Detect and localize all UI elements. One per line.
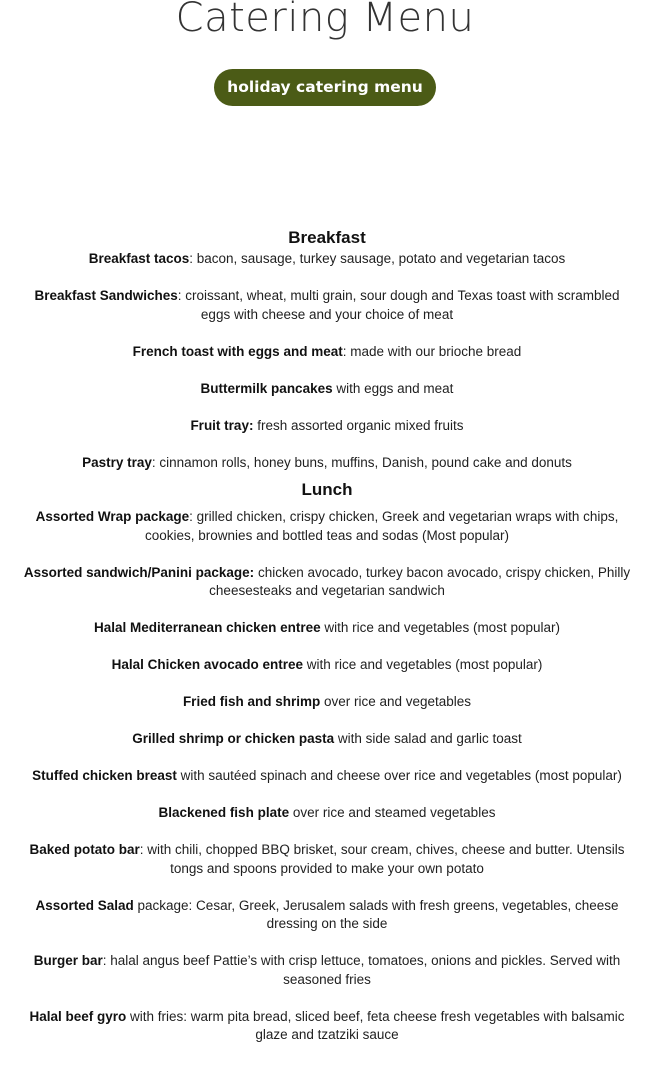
menu-item — [22, 693, 632, 712]
item-description: chicken avocado, turkey bacon avocado, crispy chicken, Philly cheesesteaks and vegetarian sandwich — [209, 564, 631, 598]
item-description: : made with our brioche bread — [342, 343, 522, 359]
item-description: with fries: warm pita bread, sliced beef, feta cheese fresh vegetables with balsamic glaze and tzatziki sauce — [126, 1008, 625, 1042]
item-description: : bacon, sausage, turkey sausage, potato and vegetarian tacos — [189, 251, 566, 266]
menu-item — [22, 564, 632, 601]
menu-item — [22, 343, 632, 362]
menu-item — [22, 804, 632, 823]
menu-item — [22, 619, 632, 638]
menu-item — [22, 287, 632, 324]
item-description: fresh assorted organic mixed fruits — [253, 417, 464, 433]
lunch-section — [22, 478, 632, 1045]
menu-item — [22, 454, 632, 473]
section-heading-breakfast: Breakfast — [288, 228, 366, 247]
item-name: Fruit tray: — [190, 417, 254, 433]
item-name: Buttermilk pancakes — [200, 380, 333, 396]
item-name: French toast with eggs and meat — [132, 343, 343, 359]
item-name: Burger bar — [33, 953, 103, 968]
menu-item — [22, 656, 632, 675]
item-name: Stuffed chicken breast — [32, 768, 177, 783]
item-name: Halal Chicken avocado entree — [111, 657, 303, 672]
menu-item — [22, 730, 632, 749]
item-description: with rice and vegetables (most popular) — [302, 657, 543, 672]
item-name: Blackened fish plate — [158, 805, 290, 820]
holiday-catering-menu-button[interactable]: holiday catering menu — [214, 69, 436, 106]
item-name: Assorted sandwich/Panini package: — [23, 564, 255, 580]
item-name: Baked potato bar — [29, 842, 140, 857]
section-heading-lunch: Lunch — [301, 480, 353, 499]
item-description: with side salad and garlic toast — [334, 731, 522, 746]
item-description: over rice and steamed vegetables — [289, 805, 496, 820]
item-name: Assorted Wrap package — [35, 509, 190, 524]
item-name: Breakfast tacos — [88, 251, 190, 266]
breakfast-section — [22, 226, 632, 472]
menu-item — [22, 897, 632, 934]
item-name: Halal Mediterranean chicken entree — [94, 620, 321, 635]
menu-item — [22, 767, 632, 786]
item-description: : halal angus beef Pattie’s with crisp lettuce, tomatoes, onions and pickles. Served with seasoned fries — [102, 953, 621, 987]
item-description: : with chili, chopped BBQ brisket, sour cream, chives, cheese and butter. Utensils tongs and spoons provided to make your own potato — [139, 842, 625, 876]
item-name: Pastry tray — [82, 454, 152, 470]
item-description: : cinnamon rolls, honey buns, muffins, Danish, pound cake and donuts — [151, 454, 572, 470]
item-name: Halal beef gyro — [29, 1008, 127, 1024]
menu-item — [22, 1008, 632, 1045]
menu-item — [22, 508, 632, 545]
item-name: Breakfast Sandwiches — [34, 288, 178, 303]
menu-item — [22, 380, 632, 399]
item-description: with sautéed spinach and cheese over rice and vegetables (most popular) — [176, 768, 622, 783]
menu-item — [22, 250, 632, 269]
menu-item — [22, 417, 632, 436]
page-title: Catering Menu — [175, 0, 475, 41]
menu-item — [22, 841, 632, 878]
item-description: package: Cesar, Greek, Jerusalem salads with fresh greens, vegetables, cheese dressing on the side — [133, 897, 619, 931]
item-description: with eggs and meat — [332, 380, 454, 396]
item-name: Fried fish and shrimp — [182, 694, 321, 709]
item-name: Grilled shrimp or chicken pasta — [132, 731, 335, 746]
item-name: Assorted Salad — [35, 897, 134, 913]
menu-item — [22, 952, 632, 989]
item-description: : croissant, wheat, multi grain, sour dough and Texas toast with scrambled eggs with cheese and your choice of meat — [177, 288, 620, 322]
item-description: over rice and vegetables — [320, 694, 472, 709]
item-description: : grilled chicken, crispy chicken, Greek and vegetarian wraps with chips, cookies, brownies and bottled teas and sodas (Most popular) — [145, 509, 619, 543]
item-description: with rice and vegetables (most popular) — [320, 620, 560, 635]
menu-content — [22, 226, 632, 1045]
